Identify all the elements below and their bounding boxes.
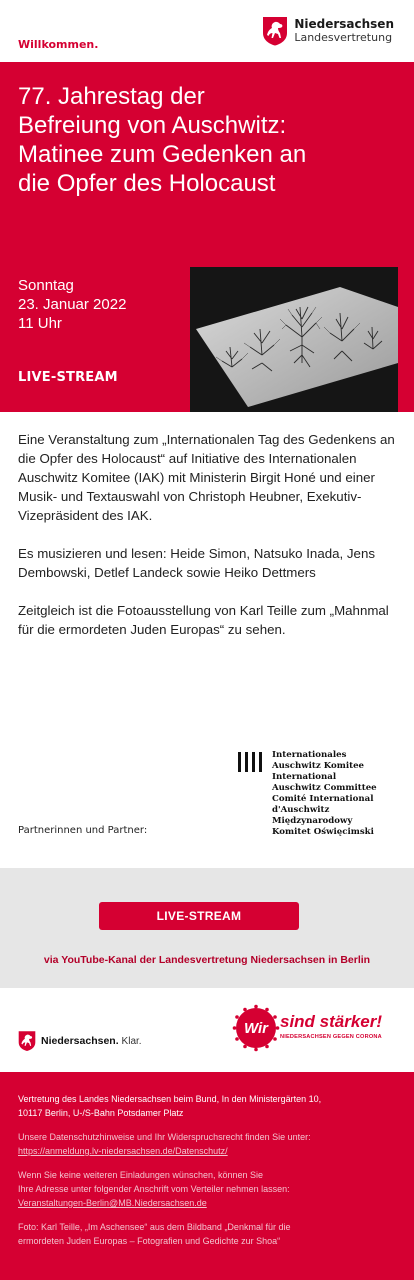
youtube-channel-link[interactable]: via YouTube-Kanal der Landesvertretung Niedersachsen in Berlin: [43, 954, 371, 966]
event-weekday: Sonntag: [18, 277, 74, 294]
logo-subtitle: Landesvertretung: [294, 31, 393, 44]
performers-paragraph: Es musizieren und lesen: Heide Simon, Natsuko Inada, Jens Dembowski, Detlef Landeck sowie Heiko Dettmers: [18, 546, 375, 580]
niedersachsen-klar-logo[interactable]: [18, 1030, 142, 1052]
wir-sind-staerker-logo[interactable]: [232, 1002, 392, 1054]
event-title: [18, 82, 398, 198]
title-line: 77. Jahrestag der: [18, 83, 205, 110]
footer-unsubscribe: [18, 1168, 398, 1210]
niedersachsen-logo[interactable]: [262, 16, 394, 46]
logo-name: Niedersachsen: [294, 17, 394, 31]
address-line: 10117 Berlin, U-/S-Bahn Potsdamer Platz: [18, 1108, 184, 1118]
ns-klar-bold: Niedersachsen.: [41, 1035, 119, 1047]
photo-credit-line: ermordeten Juden Europas – Fotografien und Gedichte zur Shoa“: [18, 1236, 281, 1246]
exhibition-paragraph: Zeitgleich ist die Fotoausstellung von Karl Teille zum „Mahnmal für die ermordeten Juden Europas“ zu sehen.: [18, 603, 389, 637]
unsubscribe-text: Ihre Adresse unter folgender Anschrift vom Verteiler nehmen lassen:: [18, 1184, 290, 1194]
title-line: Matinee zum Gedenken an: [18, 141, 307, 168]
iak-line: Comité International: [272, 794, 374, 804]
top-header: [0, 0, 414, 62]
horse-crest-icon: [18, 1030, 36, 1052]
partners-label: Partnerinnen und Partner:: [18, 825, 148, 836]
hero-banner: [0, 62, 414, 412]
wsd-slogan: sind stärker!: [280, 1012, 383, 1031]
live-stream-label: LIVE-STREAM: [18, 370, 118, 385]
iak-bars-icon: [238, 752, 262, 838]
iak-line: Auschwitz Committee: [272, 783, 377, 793]
description-paragraph: Eine Veranstaltung zum „Internationalen Tag des Gedenkens an die Opfer des Holocaust“ auf Initiative des Internationalen Auschwitz Komitee (IAK) mit Ministerin Birgit Honé und einer Musik- und Textauswahl von Christoph Heubner, Exekutiv-Vizepräsident des IAK.: [18, 432, 395, 523]
iak-line: Komitet Oświęcimski: [272, 827, 374, 837]
welcome-text: Willkommen.: [18, 38, 99, 51]
privacy-link[interactable]: https://anmeldung.lv-niedersachsen.de/Datenschutz/: [18, 1146, 228, 1156]
title-line: die Opfer des Holocaust: [18, 170, 276, 197]
event-time: 11 Uhr: [18, 315, 62, 332]
event-date: [18, 276, 126, 333]
event-day: 23. Januar 2022: [18, 296, 127, 313]
iak-line: Auschwitz Komitee: [272, 761, 365, 771]
iak-logo[interactable]: [238, 750, 377, 838]
footer-privacy: [18, 1130, 398, 1158]
ns-klar-light: Klar.: [121, 1036, 142, 1047]
event-description: [0, 412, 414, 868]
live-stream-section: [0, 868, 414, 988]
iak-line: Międzynarodowy: [272, 816, 353, 826]
wir-badge: Wir: [236, 1008, 276, 1048]
unsubscribe-text: Wenn Sie keine weiteren Einladungen wünschen, können Sie: [18, 1170, 263, 1180]
footer: [0, 1072, 414, 1280]
photo-credit-line: Foto: Karl Teille, „Im Aschensee“ aus dem Bildband „Denkmal für die: [18, 1222, 291, 1232]
memorial-photo: [190, 267, 398, 412]
wsd-subline: NIEDERSACHSEN GEGEN CORONA: [280, 1034, 382, 1040]
footer-photo-credit: [18, 1220, 398, 1248]
iak-line: d'Auschwitz: [272, 805, 330, 815]
memorial-trees-image: [190, 267, 398, 412]
iak-line: International: [272, 772, 337, 782]
iak-name: [272, 750, 377, 838]
live-stream-button[interactable]: LIVE-STREAM: [99, 902, 299, 930]
address-line: Vertretung des Landes Niedersachsen beim Bund, In den Ministergärten 10,: [18, 1094, 322, 1104]
footer-address: [18, 1092, 398, 1120]
horse-crest-icon: [262, 16, 288, 46]
unsubscribe-email-link[interactable]: Veranstaltungen-Berlin@MB.Niedersachsen.de: [18, 1198, 207, 1208]
sponsor-logos: [0, 988, 414, 1072]
privacy-text: Unsere Datenschutzhinweise und Ihr Widerspruchsrecht finden Sie unter:: [18, 1132, 311, 1142]
title-line: Befreiung von Auschwitz:: [18, 112, 287, 139]
iak-line: Internationales: [272, 750, 347, 760]
